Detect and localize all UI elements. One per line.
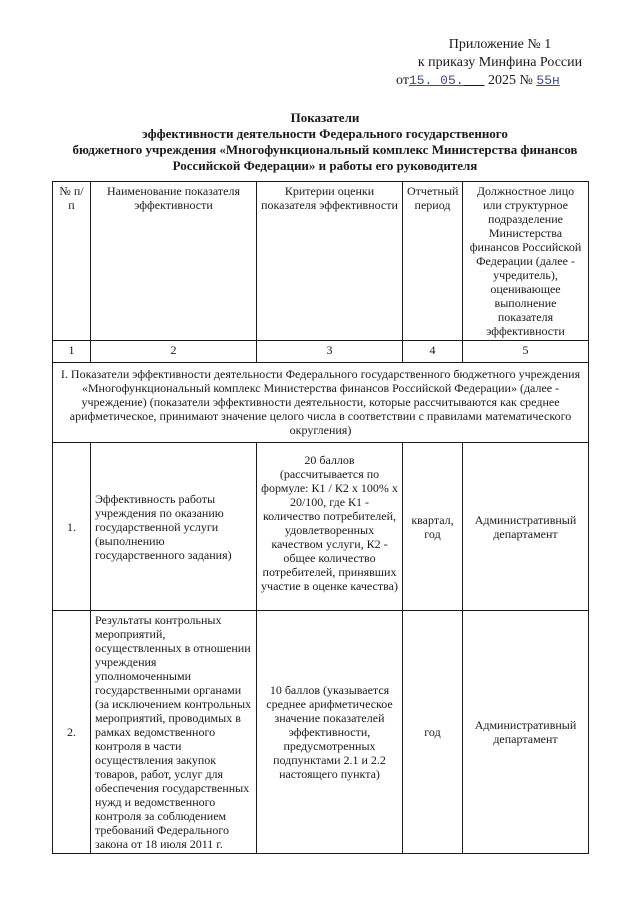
- row-name: Эффективность работы учреждения по оказанию государственной услуги (выполнению государственного задания): [91, 443, 257, 611]
- order-number: 55н: [536, 73, 560, 88]
- table-row: [53, 611, 589, 854]
- header-period: Отчетный период: [403, 182, 463, 341]
- header-num: № п/п: [53, 182, 91, 341]
- row-responsible: Административный департамент: [463, 443, 589, 611]
- header-responsible: Должностное лицо или структурное подразделение Министерства финансов Российской Федерации (далее - учредитель), оценивающее выполнение показателя эффективности: [463, 182, 589, 341]
- title-line3: бюджетного учреждения «Многофункциональный комплекс Министерства финансов: [72, 142, 578, 157]
- document-title: [40, 110, 610, 174]
- row-num: 1.: [53, 443, 91, 611]
- col-number: 5: [463, 341, 589, 363]
- table-header-row: [53, 182, 589, 341]
- row-responsible: Административный департамент: [463, 611, 589, 854]
- section-title: I. Показатели эффективности деятельности Федерального государственного бюджетного учреждения «Многофункциональный комплекс Министерства финансов Российской Федерации» (далее - учреждение) (показатели эффективности деятельности, которые рассчитываются как среднее арифметическое, принимают значение целого числа в соответствии с правилами математического округления): [53, 363, 589, 443]
- title-line2: эффективности деятельности Федерального государственного: [142, 126, 508, 141]
- header-criteria: Критерии оценки показателя эффективности: [257, 182, 403, 341]
- row-period: год: [403, 611, 463, 854]
- col-number: 2: [91, 341, 257, 363]
- order-date: 15. 05.: [408, 73, 464, 88]
- col-number: 4: [403, 341, 463, 363]
- appendix-line3: [390, 72, 610, 90]
- appendix-header: [390, 36, 610, 90]
- title-line4: Российской Федерации» и работы его руководителя: [172, 158, 478, 173]
- row-name: Результаты контрольных мероприятий, осуществленных в отношении учреждения уполномоченными государственными органами (за исключением контрольных мероприятий, проводимых в рамках ведомственного контроля в части осуществления закупок товаров, работ, услуг для обеспечения государственных нужд и ведомственного контроля за соблюдением требований Федерального закона от 18 июля 2011 г.: [91, 611, 257, 854]
- column-numbers-row: [53, 341, 589, 363]
- appendix-line2: к приказу Минфина России: [417, 55, 583, 70]
- row-criteria: 10 баллов (указывается среднее арифметическое значение показателей эффективности, предусмотренных подпунктами 2.1 и 2.2 настоящего пункта): [257, 611, 403, 854]
- col-number: 1: [53, 341, 91, 363]
- row-criteria: 20 баллов (рассчитывается по формуле: К1 / К2 х 100% х 20/100, где К1 - количество потребителей, удовлетворенных качеством услуги, К2 - общее количество потребителей, принявших участие в оценке качества): [257, 443, 403, 611]
- title-line1: Показатели: [290, 110, 360, 125]
- col-number: 3: [257, 341, 403, 363]
- row-period: квартал, год: [403, 443, 463, 611]
- order-year: 2025 №: [488, 73, 533, 88]
- table-row: [53, 443, 589, 611]
- appendix-line1: Приложение № 1: [448, 37, 552, 52]
- from-label: от: [396, 73, 409, 88]
- header-name: Наименование показателя эффективности: [91, 182, 257, 341]
- date-blank: [464, 73, 485, 88]
- section-row: [53, 363, 589, 443]
- indicators-table: [52, 181, 589, 854]
- row-num: 2.: [53, 611, 91, 854]
